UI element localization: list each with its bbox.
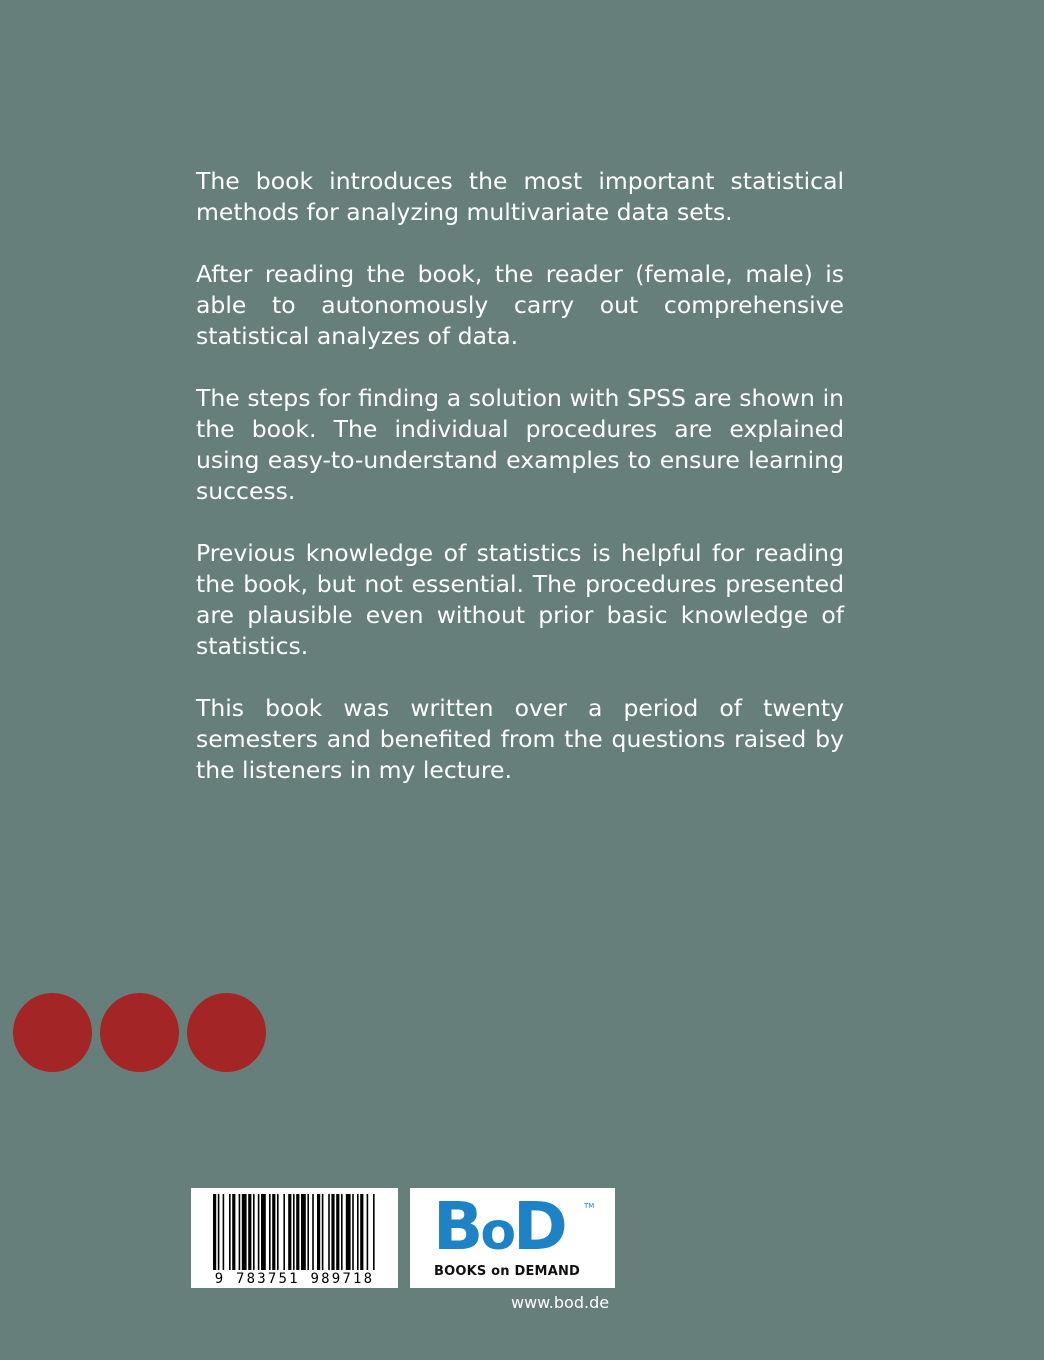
barcode-bar <box>373 1194 375 1270</box>
red-dot-3 <box>187 993 266 1072</box>
publisher-url: www.bod.de <box>511 1293 610 1312</box>
barcode-bar <box>232 1194 235 1270</box>
barcode-bar <box>328 1194 330 1270</box>
barcode-bar <box>213 1194 216 1270</box>
barcode-bar <box>331 1194 334 1270</box>
barcode-bar <box>296 1194 299 1270</box>
bod-logo-o: o <box>480 1202 514 1262</box>
barcode-bar <box>322 1194 324 1270</box>
bod-logo-text <box>433 1188 565 1267</box>
barcode-bar <box>269 1194 271 1270</box>
barcode-bar <box>367 1194 369 1270</box>
bod-logo-d: D <box>513 1188 565 1265</box>
publisher-subtitle: BOOKS on DEMAND <box>434 1264 581 1279</box>
red-dot-2 <box>100 993 179 1072</box>
barcode-bar <box>258 1194 260 1270</box>
publisher-logo <box>410 1188 615 1288</box>
barcode-bar <box>218 1194 220 1270</box>
barcode-bar <box>360 1194 363 1270</box>
blurb-paragraph-5: This book was written over a period of twenty semesters and benefited from the questions raised by the listeners in my lecture. <box>196 694 844 784</box>
barcode-bar <box>253 1194 255 1270</box>
barcode-bar <box>317 1194 320 1270</box>
barcode-bar <box>277 1194 279 1270</box>
barcode-bar <box>312 1194 314 1270</box>
barcode-bar <box>336 1194 339 1270</box>
barcode-bar <box>272 1194 275 1270</box>
barcode-bar <box>239 1194 241 1270</box>
barcode-bar <box>346 1194 351 1270</box>
barcode-bar <box>229 1194 231 1270</box>
blurb-paragraph-1: The book introduces the most important statistical methods for analyzing multivariate data sets. <box>196 167 844 226</box>
isbn-barcode <box>191 1188 398 1288</box>
barcode-bar <box>357 1194 359 1270</box>
trademark-mark: TM <box>584 1202 595 1210</box>
barcode-bar <box>352 1194 354 1270</box>
barcode-bar <box>288 1194 291 1270</box>
decorative-dots <box>13 993 266 1073</box>
barcode-bar <box>248 1194 251 1270</box>
bod-logo-b: B <box>433 1188 481 1265</box>
blurb-paragraph-2: After reading the book, the reader (female, male) is able to autonomously carry out comprehensive statistical analyzes of data. <box>196 260 844 350</box>
isbn-digits: 9 783751 989718 <box>214 1271 375 1287</box>
red-dot-1 <box>13 993 92 1072</box>
barcode-bar <box>223 1194 225 1270</box>
barcode-bar <box>301 1194 306 1270</box>
back-cover-blurb <box>196 166 844 817</box>
isbn-number <box>191 1271 398 1287</box>
barcode-bar <box>261 1194 266 1270</box>
barcode-bar <box>293 1194 295 1270</box>
barcode-bar <box>242 1194 247 1270</box>
barcode-bar <box>307 1194 309 1270</box>
blurb-paragraph-4: Previous knowledge of statistics is helpful for reading the book, but not essential. The procedures presented are plausible even without prior basic knowledge of statistics. <box>196 539 844 660</box>
barcode-bar <box>341 1194 343 1270</box>
barcode-bar <box>283 1194 285 1270</box>
blurb-paragraph-3: The steps for finding a solution with SPSS are shown in the book. The individual procedures are explained using easy-to-understand examples to ensure learning success. <box>196 384 844 505</box>
